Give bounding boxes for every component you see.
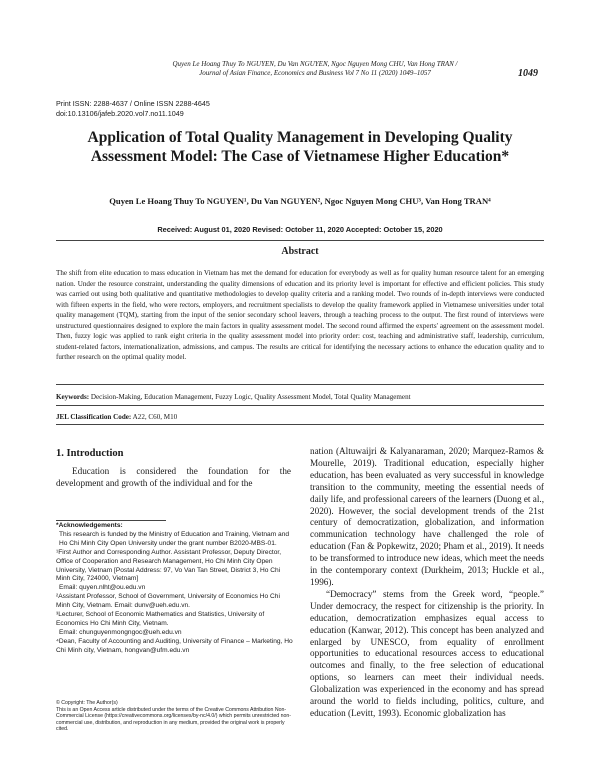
footnote-2: ²Assistant Professor, School of Government, University of Economics Ho Chi Minh City, Vietnam. Email: dunv@ueh.edu.vn. xyxy=(56,593,280,610)
paragraph-democracy: “Democracy” stems from the Greek word, “people.” Under democracy, the respect for citizenship is the priority. In education, democratization emphasizes equal access to education (Kanwar, 2012). This concept has been analyzed and enlarged by UNESCO, from equality of enrollment opportunities to educational resources access to educational outcomes and finally, to the free selection of educational options, so learners can meet their individual needs. Globalization was experienced in the economy and has spread around the world to fields including, politics, culture, and education (Levitt, 1993). Economic globalization has xyxy=(310,588,544,718)
abstract-heading: Abstract xyxy=(281,246,319,257)
doi[interactable]: doi:10.13106/jafeb.2020.vol7.no11.1049 xyxy=(56,109,184,118)
keywords xyxy=(56,392,544,402)
footnote-1-email[interactable]: Email: quyen.nlht@ou.edu.vn xyxy=(59,584,146,592)
jel-label: JEL Classification Code: xyxy=(56,413,132,421)
footnote-1: ¹First Author and Corresponding Author. Assistant Professor, Deputy Director, Office of Cooperation and Research Management, Ho Chi Minh City Open University, Vietnam [Postal Address: 97, Vo Van Tan Street, District 3, Ho Chi Minh City, 724000, Vietnam] xyxy=(56,548,282,583)
running-header-line1: Quyen Le Hoang Thuy To NGUYEN, Du Van NGUYEN, Ngoc Nguyen Mong CHU, Van Hong TRAN / xyxy=(172,60,458,68)
abstract-text: The shift from elite education to mass education in Vietnam has met the demand for education for everybody as well as for quality human resource talent for an emerging nation. Under the resource constraint, understanding the quality dimensions of education and its priority level is important for effective and efficient policies. This study was carried out using both qualitative and quantitative methodologies to develop quality criteria and a ranking model. Two rounds of in-depth interviews were conducted with fifteen experts in the field, who were rectors, employers, and recruitment specialists to develop the quality framework applied in Vietnamese universities under total quality management (TQM), starting from the input of the senior secondary school leavers, through a teaching process to the output. The first round of interviews were unstructured questionnaires designed to explore the main factors in quality assessment model. The second round affirmed the experts' agreement on the assessment model. Then, fuzzy logic was applied to rank eight criteria in the quality assessment model into priority order: cost, teaching and administrative staff, leadership, curriculum, student-related factors, internationalization, admissions, and campus. The results are critical for identifying the necessary actions to enhance the education quality and to further research on the optimal quality model. xyxy=(56,269,544,361)
authors: Quyen Le Hoang Thuy To NGUYEN¹, Du Van NGUYEN², Ngoc Nguyen Mong CHU³, Van Hong TRAN⁴ xyxy=(109,196,491,206)
paper-title-line2: Assessment Model: The Case of Vietnamese Higher Education* xyxy=(90,148,510,165)
copyright-line2: This is an Open Access article distributed under the terms of the Creative Commons Attribution Non-Commercial License (https://creativecommons.org/licenses/by-nc/4.0/) which permits unrestricted non-commercial use, distribution, and reproduction in any medium, provided the original work is properly cited. xyxy=(56,706,291,733)
divider xyxy=(56,405,544,406)
issn-block xyxy=(56,99,210,119)
running-header-line2: Journal of Asian Finance, Economics and Business Vol 7 No 11 (2020) 1049–1057 xyxy=(199,69,431,77)
column-left xyxy=(56,466,291,490)
footnote-rule xyxy=(56,520,166,521)
footnote-3: ³Lecturer, School of Economic Mathematics and Statistics, University of Economics Ho Chi Minh City, Vietnam. xyxy=(56,611,265,627)
column-right xyxy=(310,446,544,720)
divider xyxy=(56,384,544,385)
page-number: 1049 xyxy=(518,68,538,79)
footnote-4: ⁴Dean, Faculty of Accounting and Auditing, University of Finance – Marketing, Ho Chi Minh city, Vietnam, hongvan@ufm.edu.vn xyxy=(56,637,293,654)
intro-paragraph: Education is considered the foundation for the development and growth of the individual and for the xyxy=(56,466,291,488)
footnote-3-email[interactable]: Email: chunguyenmongngoc@ueh.edu.vn xyxy=(59,628,182,636)
copyright-line1: © Copyright: The Author(s) xyxy=(56,700,118,706)
issn: Print ISSN: 2288-4637 / Online ISSN 2288-4645 xyxy=(56,99,210,108)
copyright-notice xyxy=(56,700,296,733)
keywords-label: Keywords: xyxy=(56,393,90,401)
keywords-text: Decision-Making, Education Management, Fuzzy Logic, Quality Assessment Model, Total Quality Management xyxy=(89,393,411,401)
paper-title xyxy=(60,128,540,166)
footnotes xyxy=(56,522,296,656)
paragraph-continued: nation (Altuwaijri & Kalyanaraman, 2020; Marquez-Ramos & Mourelle, 2019). Traditional education, especially higher education, has been evaluated as very successful in knowledge transition to the community, meeting the essential needs of daily life, and professional careers of the learners (Duong et al., 2020). However, the social development trends of the 21st century of democratization, globalization, and information communication technology have challenged the role of education (Fan & Popkewitz, 2020; Pham et al., 2019). It needs to be transformed to introduce new ideas, which meet the needs in the contemporary context (Durkheim, 2013; Huckle et al., 1996). xyxy=(310,446,544,587)
divider xyxy=(56,424,544,425)
submission-dates: Received: August 01, 2020 Revised: October 11, 2020 Accepted: October 15, 2020 xyxy=(157,225,443,234)
divider xyxy=(56,240,544,241)
jel-text: A22, C60, M10 xyxy=(131,413,178,421)
ack-text: This research is funded by the Ministry of Education and Training, Vietnam and Ho Chi Minh City Open University under the grant number B2020-MBS-01. xyxy=(59,530,290,547)
jel-codes xyxy=(56,412,544,422)
section-title: 1. Introduction xyxy=(56,448,124,459)
paper-title-line1: Application of Total Quality Management in Developing Quality xyxy=(87,129,513,146)
running-header xyxy=(170,60,460,78)
ack-label: *Acknowledgements: xyxy=(56,522,123,529)
